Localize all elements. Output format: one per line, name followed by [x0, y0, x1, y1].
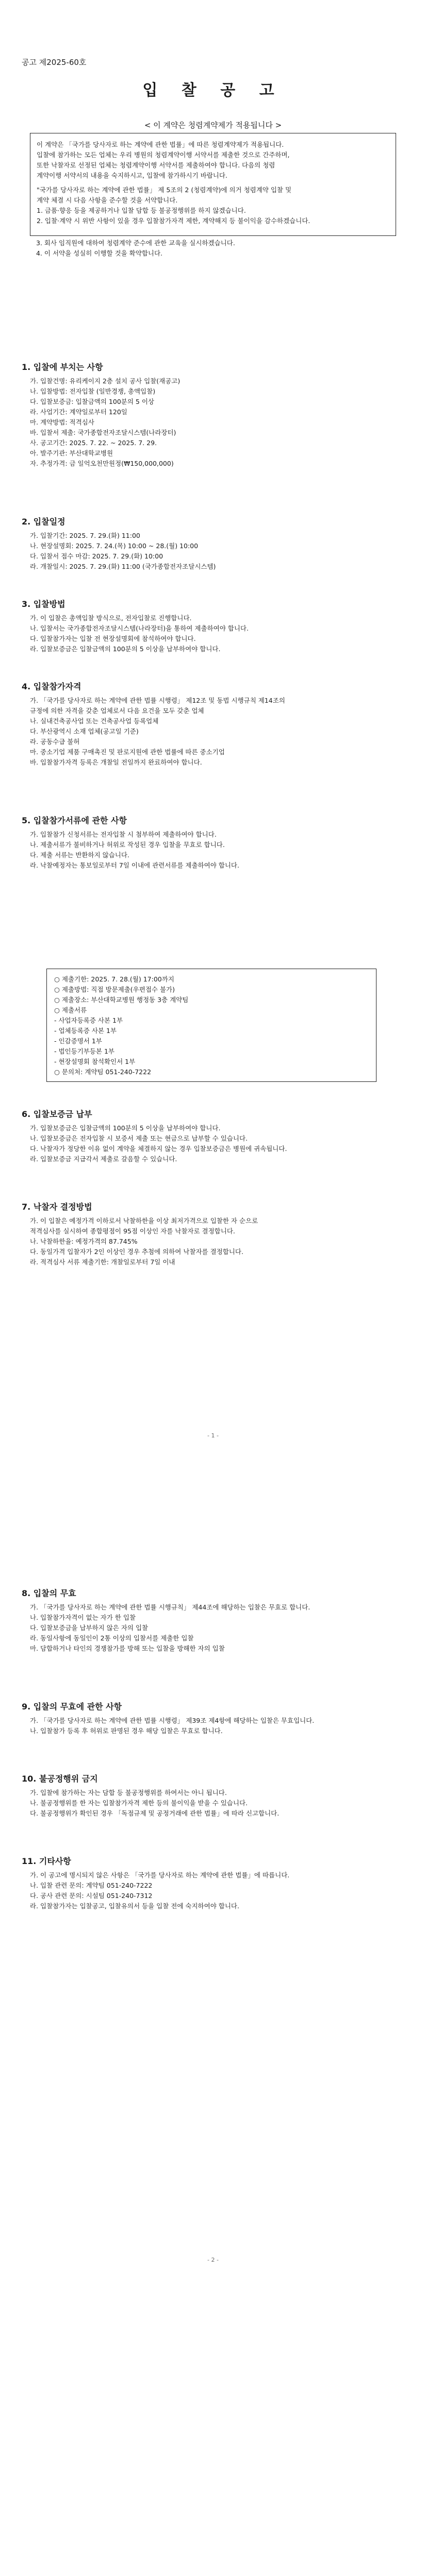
section-line: 가. 「국가를 당사자로 하는 계약에 관한 법률 시행규칙」 제44조에 해당하는 입찰은 무효로 합니다.	[30, 1603, 310, 1611]
box-line: ○ 문의처: 계약팀 051-240-7222	[54, 1068, 152, 1076]
section-line: 라. 개찰일시: 2025. 7. 29.(화) 11:00 (국가종합전자조달시스템)	[30, 563, 216, 570]
section-line: 사. 공고기간: 2025. 7. 22. ~ 2025. 7. 29.	[30, 439, 157, 447]
section-line: 나. 불공정행위를 한 자는 입찰참가자격 제한 등의 불이익을 받을 수 있습니다.	[30, 1799, 248, 1807]
section-line: 바. 입찰참가자격 등록은 개찰일 전일까지 완료하여야 합니다.	[30, 758, 202, 766]
section-line: 나. 제출서류가 불비하거나 허위로 작성된 경우 입찰을 무효로 합니다.	[30, 841, 225, 849]
box-line: - 인감증명서 1부	[54, 1037, 102, 1045]
section-line: 라. 사업기간: 계약일로부터 120일	[30, 408, 127, 416]
section-body	[30, 1216, 406, 1267]
section-line: 다. 불공정행위가 확인된 경우 「독점규제 및 공정거래에 관한 법률」에 따라 신고합니다.	[30, 1809, 280, 1817]
pledge-line: 2. 입찰·계약 시 위반 사항이 있을 경우 입찰참가자격 제한, 계약해지 등 불이익을 감수하겠습니다.	[37, 217, 310, 225]
doc-title: 입 찰 공 고	[142, 81, 284, 99]
notice-lines	[37, 140, 390, 181]
box-line: - 업체등록증 사본 1부	[54, 1027, 117, 1035]
section-line: 가. 이 입찰은 총액입찰 방식으로, 전자입찰로 진행합니다.	[30, 614, 192, 622]
notice-line: 또한 낙찰자로 선정된 업체는 청렴계약이행 서약서를 제출하여야 합니다. 다음의 청렴	[37, 161, 275, 169]
section-heading: 1. 입찰에 부치는 사항	[22, 362, 103, 372]
section-line: 마. 담합하거나 타인의 경쟁참가를 방해 또는 입찰을 방해한 자의 입찰	[30, 1645, 225, 1652]
section-line: 가. 입찰기간: 2025. 7. 29.(화) 11:00	[30, 532, 140, 539]
section-heading: 3. 입찰방법	[22, 599, 65, 609]
box-line: ○ 제출장소: 부산대학교병원 행정동 3층 계약팀	[54, 996, 189, 1004]
notice-line: 입찰에 참가하는 모든 업체는 우리 병원의 청렴계약이행 서약서를 제출한 것으로 간주하며,	[37, 151, 290, 159]
box-line: - 법인등기부등본 1부	[54, 1047, 115, 1055]
section-line: 나. 현장설명회: 2025. 7. 24.(목) 10:00 ~ 28.(월) 10:00	[30, 542, 199, 550]
section-body	[30, 1716, 406, 1736]
section-line: 가. 입찰에 참가하는 자는 담합 등 불공정행위를 하여서는 아니 됩니다.	[30, 1789, 227, 1797]
section-line: 라. 공동수급 불허	[30, 738, 80, 745]
integrity-notice-box	[30, 133, 396, 236]
pledge-line: "국가를 당사자로 하는 계약에 관한 법률」 제 5조의 2 (청렴계약)에 의거 청렴계약 입찰 및	[37, 186, 292, 194]
section-line: 가. 「국가를 당사자로 하는 계약에 관한 법률 시행령」 제12조 및 동법 시행규칙 제14조의	[30, 697, 285, 704]
section-body	[30, 376, 406, 469]
section-heading: 8. 입찰의 무효	[22, 1588, 76, 1598]
section-heading: 11. 기타사항	[22, 1856, 71, 1866]
submission-info-box	[46, 969, 376, 1082]
section-line: 나. 낙찰하한율: 예정가격의 87.745%	[30, 1238, 138, 1245]
section-heading: 9. 입찰의 무효에 관한 사항	[22, 1702, 122, 1711]
section-body	[30, 829, 406, 871]
box-line: ○ 제출방법: 직접 방문제출(우편접수 불가)	[54, 986, 175, 993]
section-line: 나. 입찰 관련 문의: 계약팀 051-240-7222	[30, 1882, 153, 1889]
pledge-lines	[37, 185, 390, 226]
section-heading: 4. 입찰참가자격	[22, 682, 81, 691]
pledge-line: 3. 회사 임직원에 대하여 청렴계약 준수에 관한 교육을 실시하겠습니다.	[36, 239, 235, 247]
section-line: 라. 낙찰예정자는 통보일로부터 7일 이내에 관련서류를 제출하여야 합니다.	[30, 861, 239, 869]
section-line: 다. 입찰보증금을 납부하지 않은 자의 입찰	[30, 1624, 149, 1632]
section-line: 나. 입찰서는 국가종합전자조달시스템(나라장터)을 통하여 제출하여야 합니다.	[30, 624, 249, 632]
pledge-tail	[36, 238, 397, 259]
pledge-line: 계약 체결 시 다음 사항을 준수할 것을 서약합니다.	[37, 196, 178, 204]
section-body	[30, 613, 406, 654]
section-heading: 7. 낙찰자 결정방법	[22, 1202, 92, 1212]
section-body	[30, 531, 406, 572]
section-line: 가. 입찰건명: 유리케이지 2층 설치 공사 입찰(재공고)	[30, 377, 181, 385]
section-heading: 10. 불공정행위 금지	[22, 1774, 98, 1784]
section-line: 가. 이 공고에 명시되지 않은 사항은 「국가를 당사자로 하는 계약에 관한 법률」에 따릅니다.	[30, 1871, 290, 1879]
section-line: 나. 입찰참가 등록 후 허위로 판명된 경우 해당 입찰은 무효로 합니다.	[30, 1727, 223, 1735]
box-line: ○ 제출서류	[54, 1006, 87, 1014]
section-line: 아. 발주기관: 부산대학교병원	[30, 449, 113, 457]
section-line: 나. 입찰보증금은 전자입찰 시 보증서 제출 또는 현금으로 납부할 수 있습니다.	[30, 1134, 248, 1142]
section-line: 나. 입찰참가자격이 없는 자가 한 입찰	[30, 1614, 136, 1621]
section-line: 다. 부산광역시 소재 업체(공고일 기준)	[30, 727, 139, 735]
section-line: 나. 실내건축공사업 또는 건축공사업 등록업체	[30, 717, 159, 725]
section-line: 다. 공사 관련 문의: 시설팀 051-240-7312	[30, 1892, 153, 1900]
pledge-line: 4. 이 서약을 성실히 이행할 것을 확약합니다.	[36, 249, 163, 257]
section-line: 다. 제출 서류는 반환하지 않습니다.	[30, 851, 129, 859]
section-line: 나. 입찰방법: 전자입찰 (일반경쟁, 총액입찰)	[30, 387, 156, 395]
section-body	[30, 1870, 406, 1911]
integrity-notice-title: < 이 계약은 청렴계약제가 적용됩니다 >	[144, 121, 282, 130]
notice-line: 계약이행 서약서의 내용을 숙지하시고, 입찰에 참가하시기 바랍니다.	[37, 172, 227, 179]
section-line: 다. 낙찰자가 정당한 이유 없이 계약을 체결하지 않는 경우 입찰보증금은 병원에 귀속됩니다.	[30, 1145, 287, 1153]
section-line: 가. 「국가를 당사자로 하는 계약에 관한 법률 시행령」 제39조 제4항에 해당하는 입찰은 무효입니다.	[30, 1717, 315, 1724]
section-line: 다. 입찰보증금: 입찰금액의 100분의 5 이상	[30, 398, 154, 405]
section-heading: 2. 입찰일정	[22, 517, 65, 527]
section-line: 자. 추정가격: 금 일억오천만원정(₩150,000,000)	[30, 460, 174, 467]
section-line: 규정에 의한 자격을 갖춘 업체로서 다음 요건을 모두 갖춘 업체	[30, 707, 204, 715]
section-line: 다. 입찰서 접수 마감: 2025. 7. 29.(화) 10:00	[30, 552, 163, 560]
box-lines	[54, 974, 370, 1077]
section-heading: 5. 입찰참가서류에 관한 사항	[22, 816, 127, 825]
section-line: 라. 입찰보증금 지급각서 제출로 갈음할 수 있습니다.	[30, 1155, 177, 1163]
box-line: - 사업자등록증 사본 1부	[54, 1016, 123, 1024]
section-line: 다. 동일가격 입찰자가 2인 이상인 경우 추첨에 의하여 낙찰자를 결정합니다.	[30, 1248, 243, 1256]
pledge-line: 1. 금품·향응 등을 제공하거나 입찰 담합 등 불공정행위를 하지 않겠습니다.	[37, 207, 246, 214]
section-line: 가. 이 입찰은 예정가격 이하로서 낙찰하한율 이상 최저가격으로 입찰한 자 순으로	[30, 1217, 258, 1225]
section-body	[30, 1123, 406, 1164]
section-line: 적격심사를 실시하여 종합평점이 95점 이상인 자를 낙찰자로 결정합니다.	[30, 1227, 235, 1235]
section-line: 마. 중소기업 제품 구매촉진 및 판로지원에 관한 법률에 따른 중소기업	[30, 748, 225, 756]
box-line: ○ 제출기한: 2025. 7. 28.(월) 17:00까지	[54, 975, 174, 983]
section-heading: 6. 입찰보증금 납부	[22, 1109, 92, 1119]
section-line: 가. 입찰보증금은 입찰금액의 100분의 5 이상을 납부하여야 합니다.	[30, 1124, 221, 1132]
section-line: 라. 입찰보증금은 입찰금액의 100분의 5 이상을 납부하여야 합니다.	[30, 645, 221, 653]
box-line: - 현장설명회 참석확인서 1부	[54, 1058, 136, 1065]
section-line: 라. 적격심사 서류 제출기한: 개찰일로부터 7일 이내	[30, 1258, 175, 1266]
doc-number: 공고 제2025-60호	[22, 58, 87, 67]
section-line: 라. 입찰참가자는 입찰공고, 입찰유의서 등을 입찰 전에 숙지하여야 합니다.	[30, 1902, 239, 1910]
section-body	[30, 1602, 406, 1654]
section-body	[30, 696, 406, 768]
notice-line: 이 계약은 「국가를 당사자로 하는 계약에 관한 법률」에 따른 청렴계약제가 적용됩니다.	[37, 141, 284, 148]
section-line: 다. 입찰참가자는 입찰 전 현장설명회에 참석하여야 합니다.	[30, 635, 196, 642]
page-number: - 1 -	[207, 1432, 219, 1439]
section-line: 가. 입찰참가 신청서류는 전자입찰 시 첨부하여 제출하여야 합니다.	[30, 831, 217, 838]
section-body	[30, 1788, 406, 1819]
section-line: 마. 계약방법: 적격심사	[30, 418, 94, 426]
section-line: 바. 입찰서 제출: 국가종합전자조달시스템(나라장터)	[30, 429, 176, 436]
page-number: - 2 -	[207, 2257, 219, 2263]
section-line: 라. 동일사항에 동일인이 2통 이상의 입찰서를 제출한 입찰	[30, 1634, 194, 1642]
